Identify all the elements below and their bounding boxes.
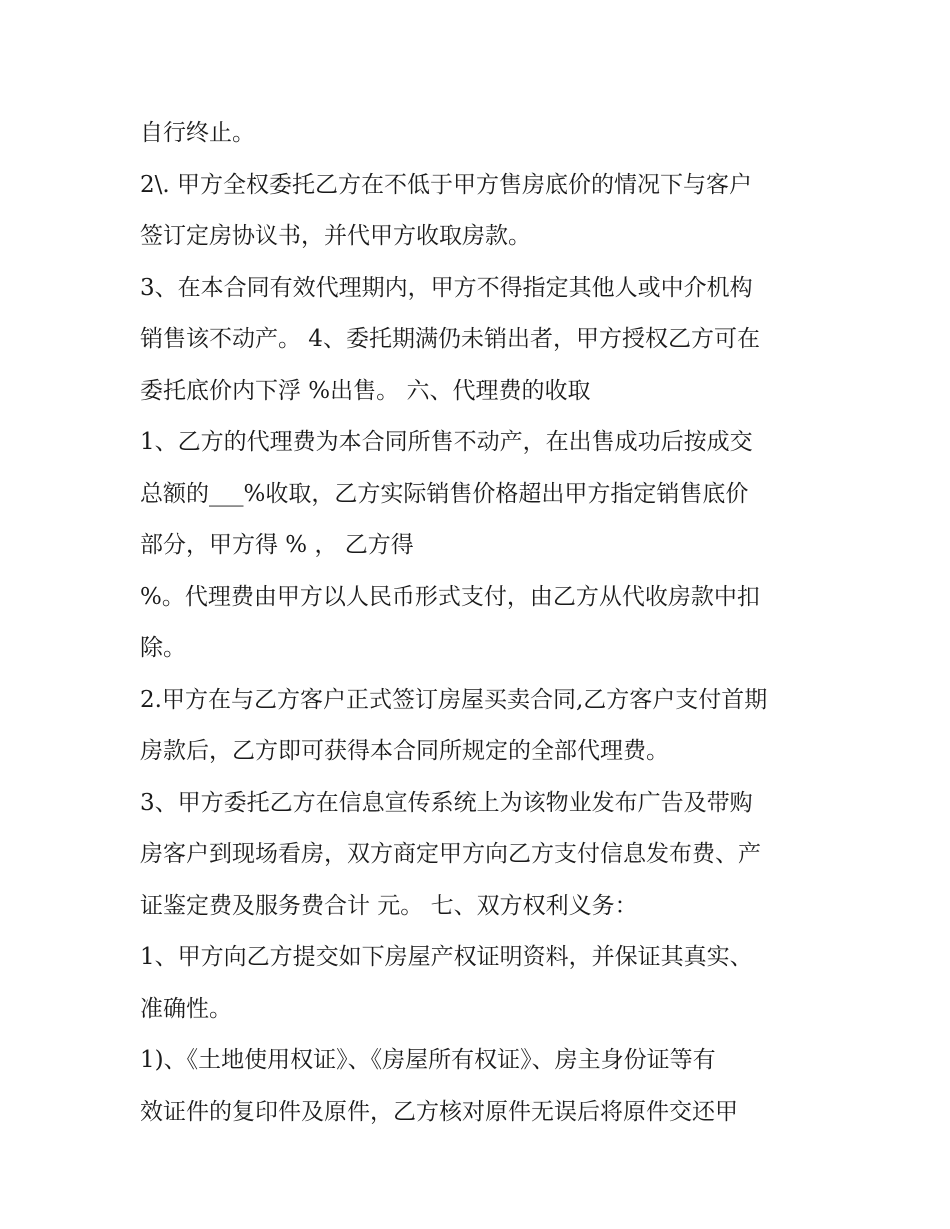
text-line: %。代理费由甲方以人民币形式支付，由乙方从代收房款中扣 bbox=[140, 583, 760, 610]
text-line: 2.甲方在与乙方客户正式签订房屋买卖合同,乙方客户支付首期 bbox=[140, 686, 768, 713]
text-line: 房款后，乙方即可获得本合同所规定的全部代理费。 bbox=[140, 738, 669, 764]
text-line: 销售该不动产。 4、委托期满仍未销出者，甲方授权乙方可在 bbox=[140, 326, 760, 352]
text-line: 1、乙方的代理费为本合同所售不动产，在出售成功后按成交 bbox=[140, 429, 753, 455]
text-line: 部分，甲方得 % ， 乙方得 bbox=[140, 532, 414, 558]
text-line: 证鉴定费及服务费合计 元。 七、双方权利义务： bbox=[140, 892, 638, 919]
text-line: 签订定房协议书，并代甲方收取房款。 bbox=[140, 223, 531, 249]
text-line: 3、甲方委托乙方在信息宣传系统上为该物业发布广告及带购 bbox=[140, 789, 753, 816]
text-line: 1)、《土地使用权证》、《房屋所有权证》、房主身份证等有 bbox=[140, 1047, 716, 1073]
text-line: 准确性。 bbox=[140, 995, 232, 1022]
text-line: 3、在本合同有效代理期内，甲方不得指定其他人或中介机构 bbox=[140, 274, 753, 301]
text-line: 除。 bbox=[140, 635, 186, 661]
text-line: 委托底价内下浮 %出售。 六、代理费的收取 bbox=[140, 377, 591, 404]
contract-body-text bbox=[140, 108, 820, 1138]
text-line: 1、甲方向乙方提交如下房屋产权证明资料，并保证其真实、 bbox=[140, 944, 753, 970]
text-line: 总额的___%收取，乙方实际销售价格超出甲方指定销售底价 bbox=[140, 480, 749, 507]
text-line: 房客户到现场看房，双方商定甲方向乙方支付信息发布费、产 bbox=[140, 841, 761, 867]
text-line: 2\. 甲方全权委托乙方在不低于甲方售房底价的情况下与客户 bbox=[140, 171, 753, 198]
text-line: 效证件的复印件及原件，乙方核对原件无误后将原件交还甲 bbox=[140, 1098, 738, 1125]
text-line: 自行终止。 bbox=[140, 120, 255, 146]
